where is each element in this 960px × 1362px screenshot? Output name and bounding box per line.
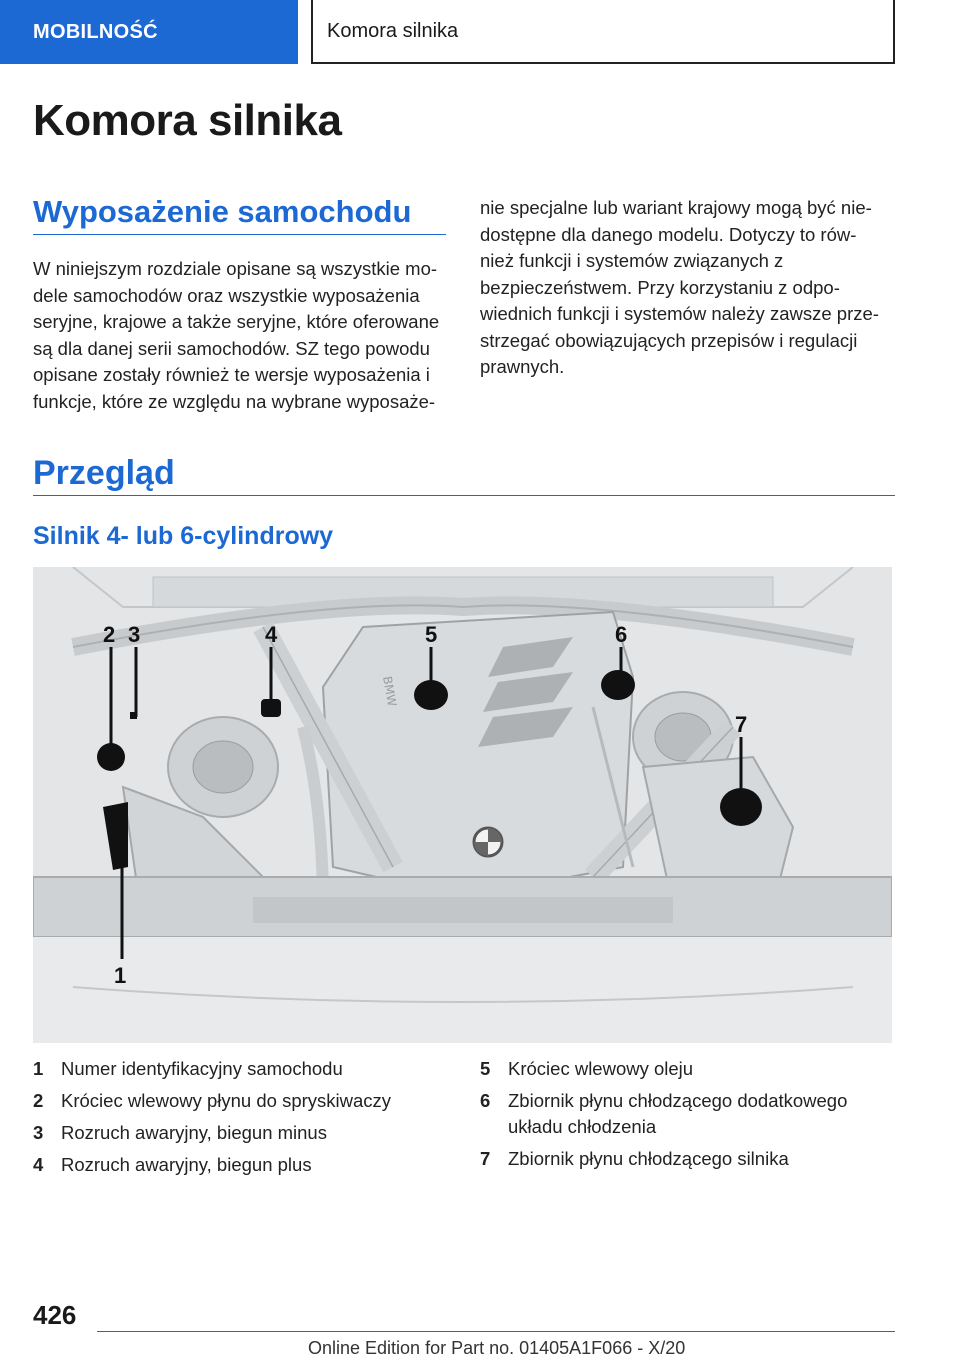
page-title: Komora silnika [33,96,342,145]
callout-3: 3 [128,622,141,647]
legend-text: Numer identyfikacyjny samochodu [61,1058,343,1079]
callout-7: 7 [735,712,748,737]
legend-left [33,1056,453,1184]
edition-footer: Online Edition for Part no. 01405A1F066 - X/20 [308,1338,686,1358]
legend-number: 1 [33,1058,44,1079]
legend-number: 6 [480,1090,491,1111]
legend-item [33,1056,453,1082]
legend-number: 7 [480,1148,491,1169]
legend-text: Rozruch awaryjny, biegun minus [61,1122,327,1143]
legend-text: Rozruch awaryjny, biegun plus [61,1154,312,1175]
chapter-title-box: Komora silnika [311,0,895,64]
overview-rule [33,495,895,496]
page-number: 426 [33,1300,77,1330]
legend-item [33,1088,453,1114]
legend-text: Króciec wlewowy oleju [508,1058,694,1079]
footer-rule [97,1331,895,1332]
legend-text: Zbiornik płynu chłodzącego silnika [508,1148,789,1169]
legend-item [33,1120,453,1146]
engine-cover-text: BMW [380,675,400,708]
section-heading-overview: Przegląd [33,454,175,492]
legend-number: 4 [33,1154,44,1175]
callout-1: 1 [114,963,127,988]
legend-item [480,1146,895,1172]
intro-text-left: W niniejszym rozdziale opisane są wszystkie mo- dele samochodów oraz wszystkie wyposażenia seryjne, krajowe a także seryjne, które oferowane są dla danej serii samochodów. SZ tego powodu opisane zostały również te wersje wyposażenia i funkcje, które ze względu na wybrane wyposaże- [33,258,440,412]
intro-text-right: nie specjalne lub wariant krajowy mogą być nie- dostępne dla danego modelu. Dotyczy to rów- nież funkcji i systemów związanych z bezpieczeństwem. Przy korzystaniu z odpo- wiednich funkcji i systemów należy zawsze prze- strzegać obowiązujących przepisów i regulacji prawnych. [480,197,879,377]
legend-number: 3 [33,1122,44,1143]
callout-2: 2 [103,622,116,647]
callout-5: 5 [425,622,438,647]
legend-item [33,1152,453,1178]
section-tab[interactable]: MOBILNOŚĆ [0,0,298,64]
legend-item [480,1088,895,1140]
callout-6: 6 [615,622,628,647]
engine-bay-drawing [33,567,892,1043]
callout-4: 4 [265,622,278,647]
heading-rule [33,234,446,235]
legend-text: Króciec wlewowy płynu do spryskiwaczy [61,1090,392,1111]
legend-text: Zbiornik płynu chłodzącego dodatkowego układu chłodzenia [508,1090,848,1137]
legend-item [480,1056,895,1082]
legend-right [480,1056,895,1178]
engine-bay-illustration [33,567,892,1043]
engine-subheading: Silnik 4- lub 6-cylindrowy [33,522,334,550]
section-heading-equipment: Wyposażenie samochodu [33,194,412,229]
legend-number: 5 [480,1058,491,1079]
legend-number: 2 [33,1090,44,1111]
